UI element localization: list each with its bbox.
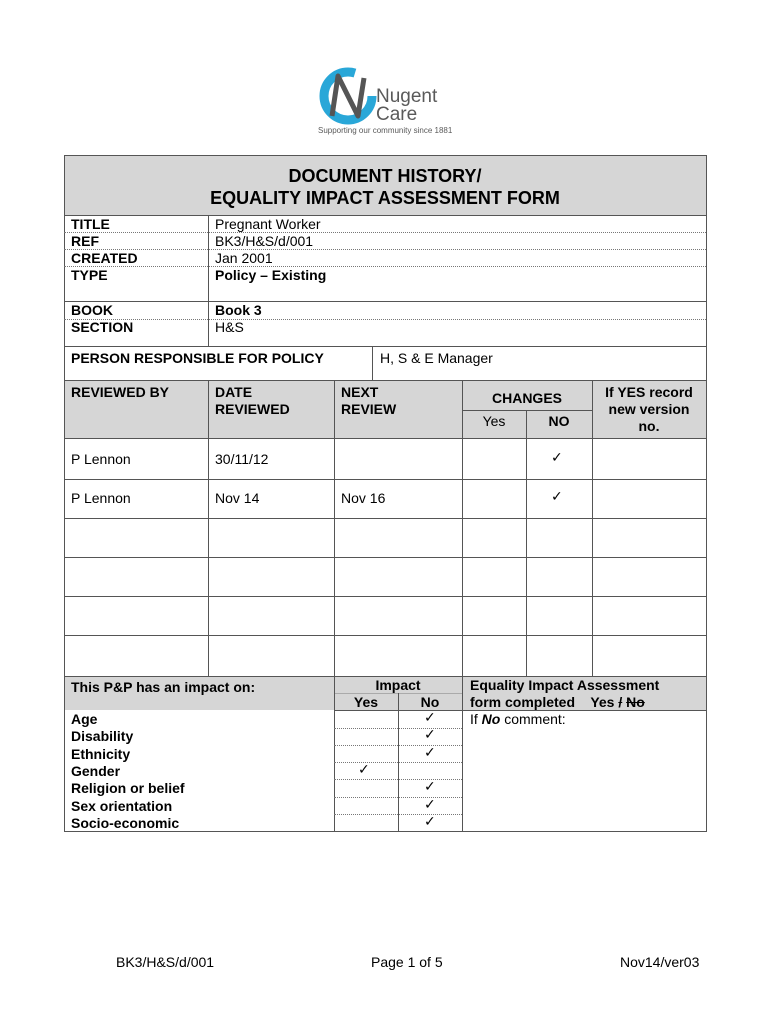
- footer-ref: BK3/H&S/d/001: [116, 954, 215, 970]
- comment-no: No: [481, 711, 501, 727]
- book-value: H&S: [215, 319, 244, 335]
- check-icon: ✓: [424, 710, 436, 726]
- impact-category: Sex orientation: [71, 797, 173, 814]
- review-reviewer: P Lennon: [71, 451, 131, 467]
- next-review-header-2: REVIEW: [341, 401, 397, 417]
- comment-if: If: [470, 711, 478, 727]
- impact-no-header: No: [420, 694, 440, 710]
- eia-line2: [470, 694, 645, 711]
- changes-header: CHANGES: [491, 390, 562, 406]
- impact-category: Religion or belief: [71, 780, 185, 797]
- date-reviewed-header-2: REVIEWED: [215, 401, 290, 417]
- review-date: 30/11/12: [215, 451, 269, 467]
- detail-value: Jan 2001: [215, 250, 273, 266]
- date-reviewed-header-1: DATE: [215, 384, 253, 400]
- review-reviewer: P Lennon: [71, 490, 131, 506]
- detail-label: REF: [71, 233, 99, 249]
- detail-value: Policy – Existing: [215, 267, 327, 283]
- detail-value: BK3/H&S/d/001: [215, 233, 314, 249]
- record-header-2: new version: [608, 401, 690, 417]
- comment-rest: comment:: [504, 711, 566, 727]
- form-title-line1: DOCUMENT HISTORY/: [288, 166, 482, 186]
- check-icon: ✓: [424, 744, 436, 761]
- footer-page: Page 1 of 5: [371, 954, 443, 970]
- check-icon: ✓: [358, 761, 370, 778]
- logo-tagline: Supporting our community since 1881: [318, 126, 453, 135]
- record-header-1: If YES record: [605, 384, 693, 400]
- changes-no-header: NO: [548, 413, 570, 429]
- review-next: Nov 16: [341, 490, 386, 506]
- next-review-header-1: NEXT: [341, 384, 379, 400]
- impact-category: Age: [71, 711, 98, 727]
- detail-label: TYPE: [71, 267, 108, 283]
- impact-category: Gender: [71, 762, 121, 779]
- impact-label: This P&P has an impact on:: [71, 679, 256, 695]
- check-icon: ✓: [424, 727, 436, 744]
- responsible-label: PERSON RESPONSIBLE FOR POLICY: [71, 350, 324, 366]
- review-date: Nov 14: [215, 490, 260, 506]
- responsible-value: H, S & E Manager: [380, 350, 493, 366]
- eia-no: No: [626, 694, 645, 710]
- detail-value: Pregnant Worker: [215, 216, 321, 232]
- check-icon: ✓: [424, 779, 436, 796]
- eia-form-completed: form completed: [470, 694, 576, 710]
- check-icon: ✓: [551, 450, 563, 466]
- impact-category: Socio-economic: [71, 814, 180, 831]
- changes-yes-header: Yes: [482, 413, 506, 429]
- book-label: BOOK: [71, 302, 113, 318]
- record-header-3: no.: [638, 418, 660, 434]
- logo-name-line2: Care: [376, 104, 418, 125]
- book-value: Book 3: [215, 302, 262, 318]
- form-title-line2: EQUALITY IMPACT ASSESSMENT FORM: [210, 188, 560, 208]
- impact-header: Impact: [375, 677, 421, 693]
- footer-version: Nov14/ver03: [620, 954, 700, 970]
- eia-slash: /: [618, 694, 623, 710]
- eia-comment: [470, 711, 566, 728]
- reviewed-by-header: REVIEWED BY: [71, 384, 170, 400]
- logo-name-line1: Nugent: [376, 86, 438, 107]
- detail-label: TITLE: [71, 216, 110, 232]
- check-icon: ✓: [424, 796, 436, 813]
- impact-yes-header: Yes: [353, 694, 379, 710]
- check-icon: ✓: [551, 489, 563, 505]
- detail-label: CREATED: [71, 250, 138, 266]
- impact-category: Ethnicity: [71, 745, 131, 762]
- check-icon: ✓: [424, 813, 436, 830]
- eia-yes: Yes: [590, 694, 615, 710]
- book-label: SECTION: [71, 319, 134, 335]
- eia-line1: Equality Impact Assessment: [470, 677, 660, 693]
- impact-category: Disability: [71, 728, 134, 745]
